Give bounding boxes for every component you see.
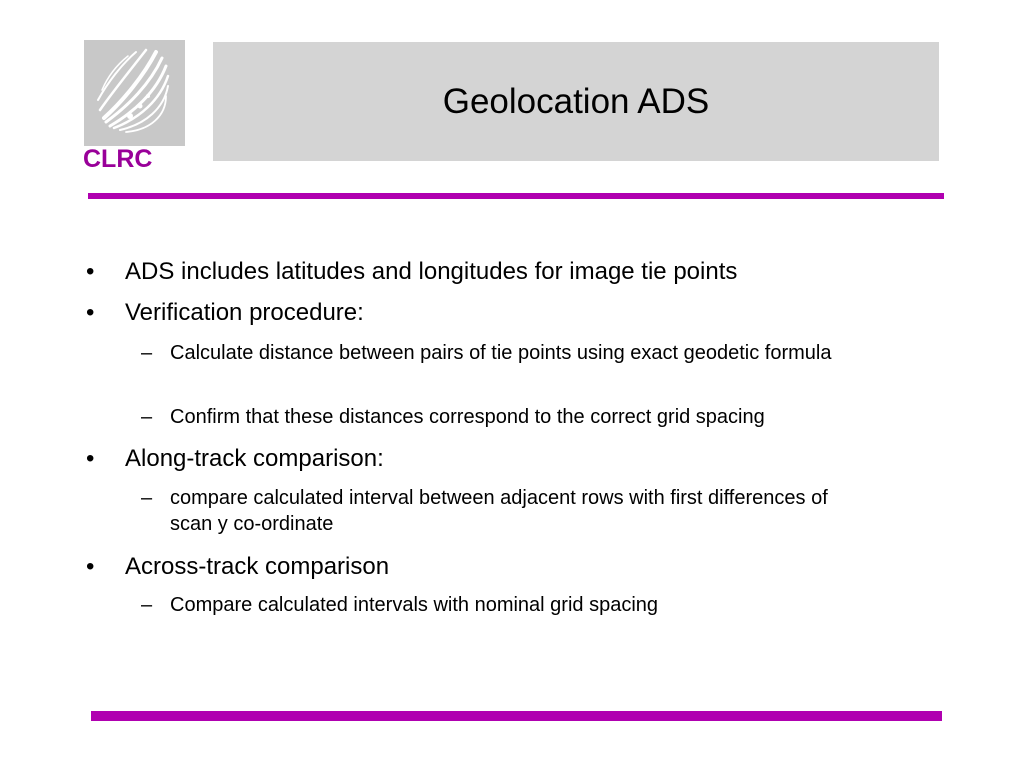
sub-bullet-text: Calculate distance between pairs of tie points using exact geodetic formula: [170, 342, 832, 364]
bullet-text: Verification procedure:: [125, 299, 364, 326]
sub-bullet-marker: –: [141, 342, 153, 364]
sub-bullet-text: Confirm that these distances correspond to the correct grid spacing: [170, 406, 765, 428]
bullet-text: Along-track comparison:: [125, 445, 384, 472]
sub-bullet-marker: –: [141, 487, 153, 509]
bullet-marker: •: [86, 445, 95, 472]
bullet-marker: •: [86, 258, 95, 285]
bullet-marker: •: [86, 553, 95, 580]
bullet-text: ADS includes latitudes and longitudes for image tie points: [125, 258, 738, 285]
logo-wordmark: CLRC: [83, 145, 153, 173]
bullet-text: Across-track comparison: [125, 553, 390, 580]
page-title: Geolocation ADS: [442, 82, 710, 121]
sub-bullet-marker: –: [141, 406, 153, 428]
sub-bullet-text: Compare calculated intervals with nominal grid spacing: [170, 594, 659, 616]
sub-bullet-text: compare calculated interval between adjacent rows with first differences of scan y co-ordinate: [170, 487, 828, 535]
bullet-marker: •: [86, 299, 95, 326]
sub-bullet-marker: –: [141, 594, 153, 616]
